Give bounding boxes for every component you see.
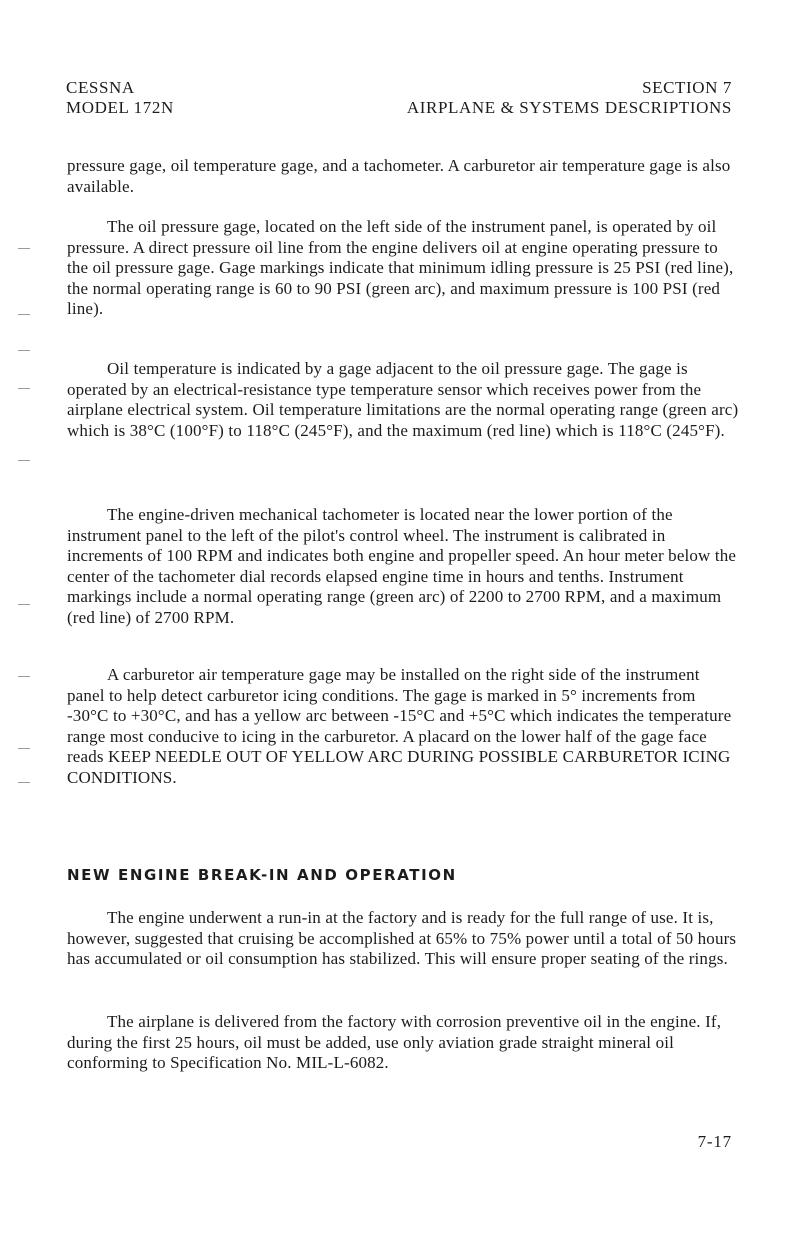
- margin-mark: [18, 604, 30, 605]
- margin-mark: [18, 460, 30, 461]
- intro-paragraph-block: [67, 156, 739, 197]
- oil-delivery-block: [67, 1012, 739, 1074]
- paragraph-break-in: The engine underwent a run-in at the factory and is ready for the full range of use. It is, however, suggested that cruising be accomplished at 65% to 75% power until a total of 50 hours has accumulated or oil consumption has stabilized. This will ensure proper seating of the rings.: [67, 908, 737, 969]
- margin-mark: [18, 314, 30, 315]
- paragraph-instruments-intro: pressure gage, oil temperature gage, and a tachometer. A carburetor air temperature gage is also available.: [67, 156, 731, 196]
- paragraph-oil-pressure: The oil pressure gage, located on the left side of the instrument panel, is operated by oil pressure. A direct pressure oil line from the engine delivers oil at engine operating pressure to the oil pressure gage. Gage markings indicate that minimum idling pressure is 25 PSI (red line), the normal operating range is 60 to 90 PSI (green arc), and maximum pressure is 100 PSI (red line).: [67, 217, 734, 319]
- header-left: [66, 78, 174, 118]
- header-right: [407, 78, 732, 118]
- break-in-block: [67, 908, 739, 970]
- header-section: SECTION 7: [642, 78, 732, 97]
- paragraph-corrosion-oil: The airplane is delivered from the factory with corrosion preventive oil in the engine. If, during the first 25 hours, oil must be added, use only aviation grade straight mineral oil conforming to Specification No. MIL-L-6082.: [67, 1012, 722, 1073]
- oil-temperature-block: [67, 359, 739, 441]
- header-model: MODEL 172N: [66, 98, 174, 117]
- carburetor-block: [67, 665, 739, 789]
- tachometer-block: [67, 505, 739, 629]
- margin-mark: [18, 388, 30, 389]
- section-heading: NEW ENGINE BREAK-IN AND OPERATION: [67, 866, 457, 884]
- paragraph-oil-temperature: Oil temperature is indicated by a gage adjacent to the oil pressure gage. The gage is operated by an electrical-resistance type temperature sensor which receives power from the airplane electrical system. Oil temperature limitations are the normal operating range (green arc) which is 38°C (100°F) to 118°C (245°F), and the maximum (red line) which is 118°C (245°F).: [67, 359, 739, 440]
- header-manufacturer: CESSNA: [66, 78, 135, 97]
- page-number: 7-17: [697, 1132, 732, 1151]
- oil-pressure-block: [67, 217, 739, 320]
- header-section-title: AIRPLANE & SYSTEMS DESCRIPTIONS: [406, 98, 732, 117]
- paragraph-tachometer: The engine-driven mechanical tachometer is located near the lower portion of the instrument panel to the left of the pilot's control wheel. The instrument is calibrated in increments of 100 RPM and indicates both engine and propeller speed. An hour meter below the center of the tachometer dial records elapsed engine time in hours and tenths. Instrument markings include a normal operating range (green arc) of 2200 to 2700 RPM, and a maximum (red line) of 2700 RPM.: [67, 505, 737, 627]
- margin-mark: [18, 748, 30, 749]
- margin-mark: [18, 248, 30, 249]
- margin-mark: [18, 782, 30, 783]
- margin-mark: [18, 676, 30, 677]
- margin-mark: [18, 350, 30, 351]
- paragraph-carburetor-gage: A carburetor air temperature gage may be installed on the right side of the instrument panel to help detect carburetor icing conditions. The gage is marked in 5° increments from -30°C to +30°C, and has a yellow arc between -15°C and +5°C which indicates the temperature range most conducive to icing in the carburetor. A placard on the lower half of the gage face reads KEEP NEEDLE OUT OF YELLOW ARC DURING POSSIBLE CARBURETOR ICING CONDITIONS.: [67, 665, 732, 787]
